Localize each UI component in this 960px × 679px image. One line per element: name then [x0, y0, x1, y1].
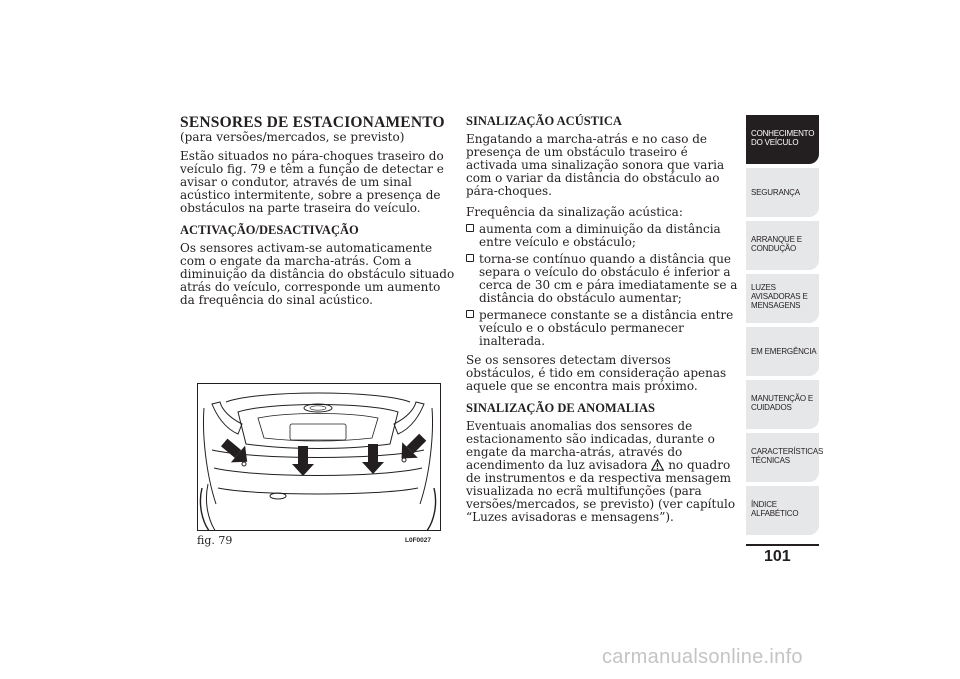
acoustic-heading: SINALIZAÇÃO ACÚSTICA	[466, 114, 622, 128]
car-rear-illustration	[198, 384, 441, 531]
watermark: carmanualsonline.info	[602, 646, 803, 668]
frequency-intro: Frequência da sinalização acústica:	[466, 205, 683, 219]
anomaly-heading: SINALIZAÇÃO DE ANOMALIAS	[466, 401, 655, 415]
tab-caracteristicas-tecnicas[interactable]: CARACTERÍSTICAS TÉCNICAS	[746, 433, 819, 482]
square-bullet-icon	[466, 254, 474, 262]
figure-code: L0F0027	[405, 537, 432, 544]
frequency-list	[466, 223, 742, 348]
page-number: 101	[764, 548, 791, 565]
section-title: SENSORES DE ESTACIONAMENTO	[180, 114, 445, 131]
activation-heading: ACTIVAÇÃO/DESACTIVAÇÃO	[180, 223, 359, 237]
list-item: permanece constante se a distância entre veículo e o obstáculo permanecer inalterada.	[466, 309, 742, 348]
list-item: torna-se contínuo quando a distância que separa o veículo do obstáculo é inferior a cerca de 30 cm e pára imediatamente se a distância do obstáculo aumentar;	[466, 253, 742, 305]
square-bullet-icon	[466, 310, 474, 318]
square-bullet-icon	[466, 224, 474, 232]
anomaly-paragraph: Eventuais anomalias dos sensores de estacionamento são indicadas, durante o engate da marcha-atrás, através do acendimento da luz avisadora no quadro de instrumentos e da respectiva mensagem visualizada no ecrã multifunções (para versões/mercados, se previsto) (ver capítulo “Luzes avisadoras e mensagens”).	[466, 419, 736, 524]
list-item: aumenta com a diminuição da distância entre veículo e obstáculo;	[466, 223, 742, 249]
warning-triangle-icon	[651, 459, 664, 471]
page-number-rule	[746, 544, 819, 546]
tab-em-emergencia[interactable]: EM EMERGÊNCIA	[746, 327, 819, 376]
tab-arranque-e-conducao[interactable]: ARRANQUE E CONDUÇÃO	[746, 221, 819, 270]
left-column	[180, 114, 455, 315]
intro-paragraph: Estão situados no pára-choques traseiro do veículo fig. 79 e têm a função de detectar e avisar o condutor, através de um sinal acústico intermitente, sobre a presença de obstáculos na parte traseira do veículo.	[180, 149, 444, 215]
acoustic-paragraph: Engatando a marcha-atrás e no caso de presença de um obstáculo traseiro é activada uma sinalização sonora que varia com o variar da distância do obstáculo ao pára-choques.	[466, 132, 725, 198]
activation-paragraph: Os sensores activam-se automaticamente com o engate da marcha-atrás. Com a diminuição da distância do obstáculo situado atrás do veículo, corresponde um aumento da frequência do sinal acústico.	[180, 241, 455, 307]
section-subtitle: (para versões/mercados, se previsto)	[180, 130, 405, 144]
right-column	[466, 114, 742, 532]
tab-manutencao-e-cuidados[interactable]: MANUTENÇÃO E CUIDADOS	[746, 380, 819, 429]
figure-caption: fig. 79	[197, 534, 233, 547]
chapter-tabs	[746, 115, 824, 539]
rear-bumper-figure	[197, 383, 441, 531]
tab-indice-alfabetico[interactable]: ÍNDICE ALFABÉTICO	[746, 486, 819, 535]
multiple-obstacles-paragraph: Se os sensores detectam diversos obstáculos, é tido em consideração apenas aquele que se encontra mais próximo.	[466, 353, 727, 393]
tab-seguranca[interactable]: SEGURANÇA	[746, 168, 819, 217]
tab-luzes-avisadoras[interactable]: LUZES AVISADORAS E MENSAGENS	[746, 274, 819, 323]
tab-conhecimento-do-veiculo[interactable]: CONHECIMENTO DO VEÍCULO	[746, 115, 819, 164]
